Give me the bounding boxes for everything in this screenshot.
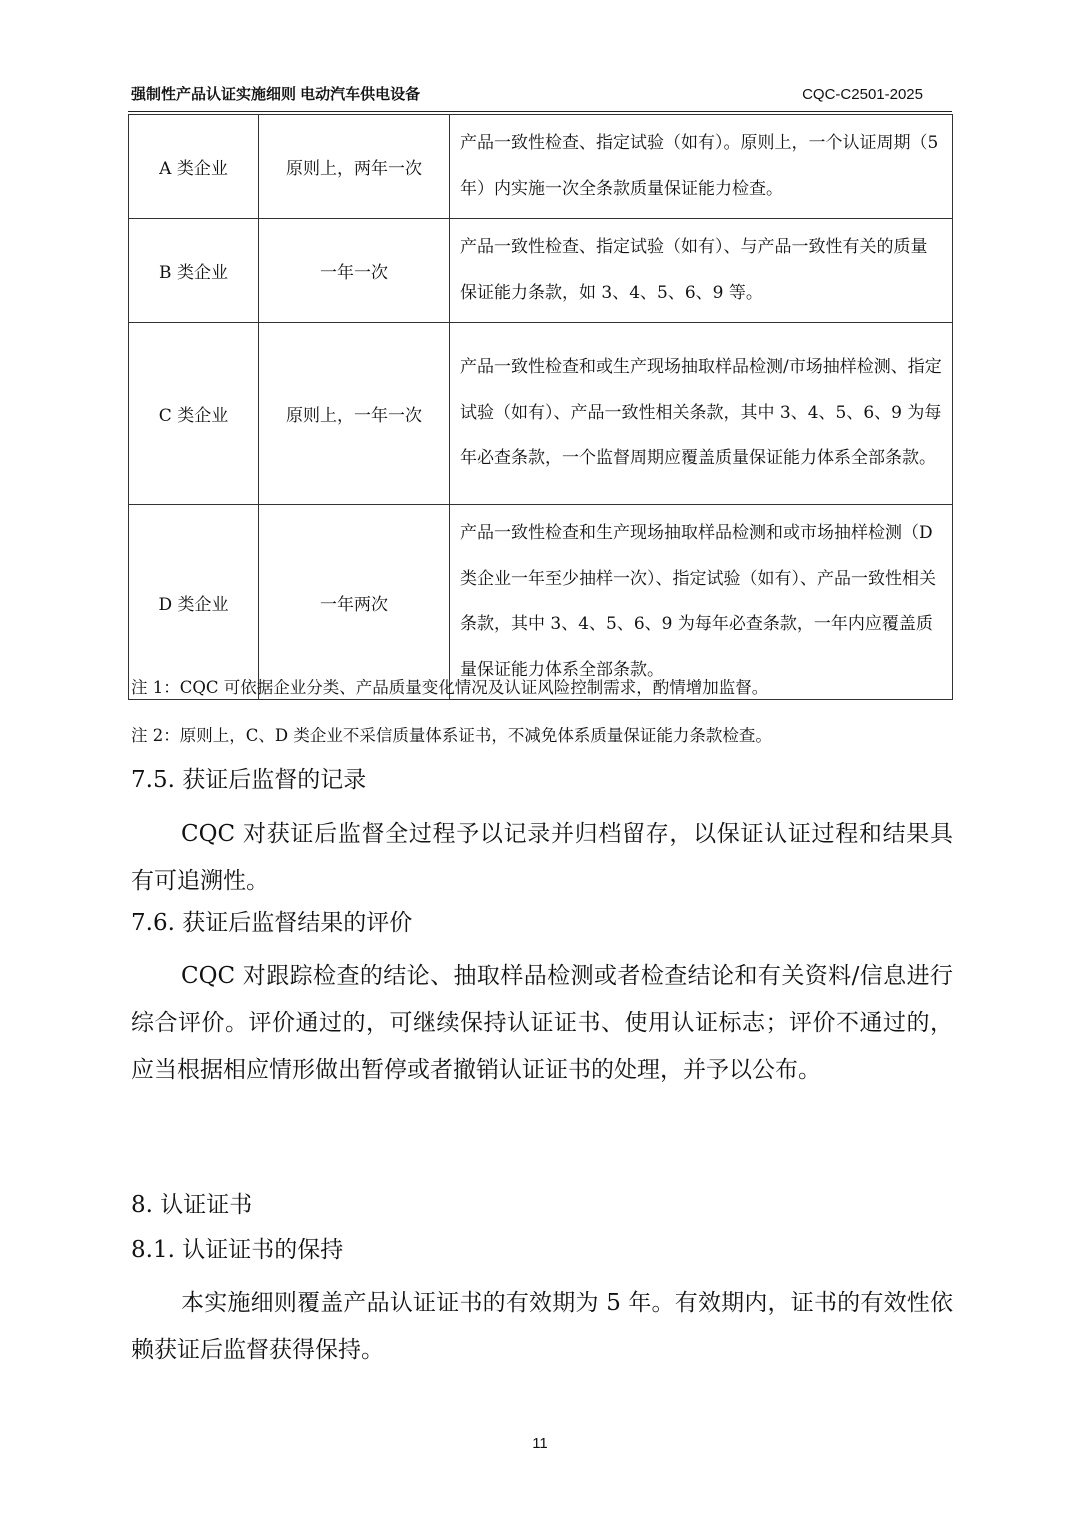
content-cell: 产品一致性检查、指定试验（如有）、与产品一致性有关的质量保证能力条款，如 3、4、5、6、9 等。	[450, 219, 953, 323]
paragraph: 本实施细则覆盖产品认证证书的有效期为 5 年。有效期内，证书的有效性依赖获证后监督获得保持。	[131, 1290, 953, 1363]
section-8-1-body	[131, 1280, 953, 1374]
table-row	[129, 323, 953, 505]
table-notes	[131, 676, 961, 748]
enterprise-class-cell: D 类企业	[129, 505, 259, 700]
frequency-cell: 原则上，两年一次	[259, 115, 450, 219]
content-cell: 产品一致性检查和或生产现场抽取样品检测/市场抽样检测、指定试验（如有）、产品一致性相关条款，其中 3、4、5、6、9 为每年必查条款，一个监督周期应覆盖质量保证能力体系全部条款。	[450, 323, 953, 505]
page-number: 11	[532, 1435, 548, 1452]
note-1: 注 1：CQC 可依据企业分类、产品质量变化情况及认证风险控制需求，酌情增加监督。	[131, 678, 769, 697]
enterprise-class-cell: C 类企业	[129, 323, 259, 505]
section-7-6-heading: 7.6. 获证后监督结果的评价	[131, 910, 413, 936]
frequency-cell: 原则上，一年一次	[259, 323, 450, 505]
paragraph: CQC 对跟踪检查的结论、抽取样品检测或者检查结论和有关资料/信息进行综合评价。评价通过的，可继续保持认证证书、使用认证标志；评价不通过的，应当根据相应情形做出暂停或者撤销认证证书的处理，并予以公布。	[131, 963, 953, 1083]
table-row	[129, 505, 953, 700]
section-8-1-heading: 8.1. 认证证书的保持	[131, 1237, 344, 1263]
header-divider	[128, 111, 952, 112]
section-7-5-heading: 7.5. 获证后监督的记录	[131, 767, 367, 793]
section-7-5-body	[131, 811, 953, 905]
document-code: CQC-C2501-2025	[802, 86, 923, 103]
content-cell: 产品一致性检查、指定试验（如有）。原则上，一个认证周期（5 年）内实施一次全条款质量保证能力检查。	[450, 115, 953, 219]
page-header	[131, 84, 923, 110]
content-cell: 产品一致性检查和生产现场抽取样品检测和或市场抽样检测（D 类企业一年至少抽样一次）、指定试验（如有）、产品一致性相关条款，其中 3、4、5、6、9 为每年必查条款，一年内应覆盖质量保证能力体系全部条款。	[450, 505, 953, 700]
frequency-cell: 一年两次	[259, 505, 450, 700]
note-2: 注 2：原则上，C、D 类企业不采信质量体系证书，不减免体系质量保证能力条款检查。	[131, 726, 772, 745]
enterprise-class-cell: A 类企业	[129, 115, 259, 219]
paragraph: CQC 对获证后监督全过程予以记录并归档留存，以保证认证过程和结果具有可追溯性。	[131, 821, 953, 894]
table-row	[129, 219, 953, 323]
supervision-frequency-table	[128, 114, 953, 700]
document-title: 强制性产品认证实施细则 电动汽车供电设备	[131, 86, 421, 103]
table-row	[129, 115, 953, 219]
section-8-heading: 8. 认证证书	[131, 1192, 253, 1218]
enterprise-class-cell: B 类企业	[129, 219, 259, 323]
section-7-6-body	[131, 953, 953, 1094]
frequency-cell: 一年一次	[259, 219, 450, 323]
